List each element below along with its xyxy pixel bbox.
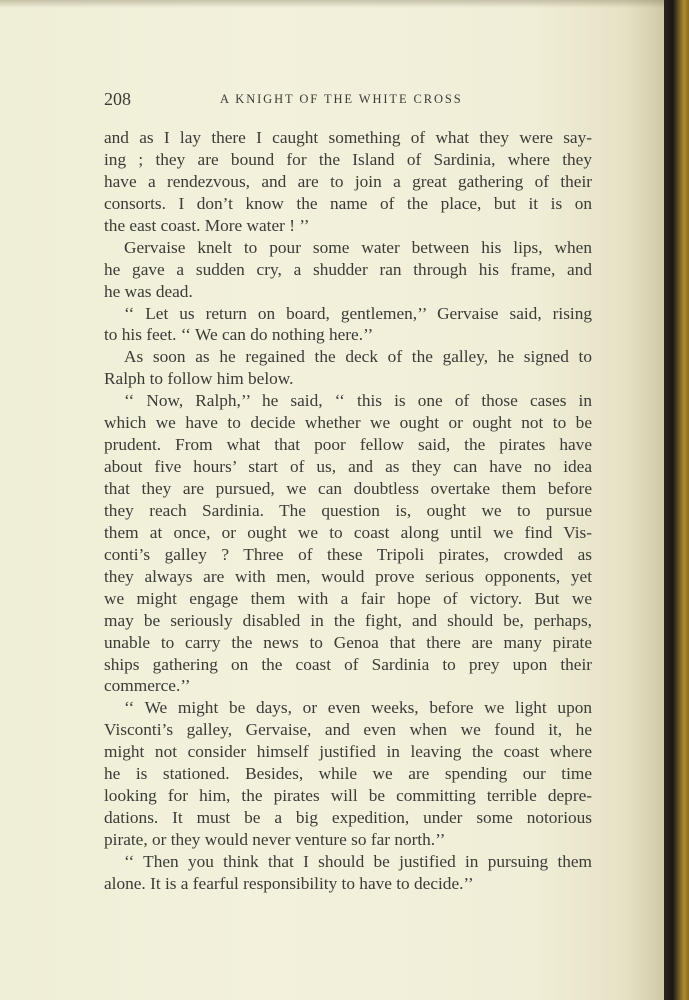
body-text [104,127,592,895]
text-line: might not consider himself justified in leaving the coast where [104,742,592,762]
page-top-shadow [0,0,664,8]
page-number: 208 [104,89,131,109]
text-line: Visconti’s galley, Gervaise, and even when we found it, he [104,720,592,740]
text-line: ‘‘ We might be days, or even weeks, before we light upon [124,698,592,718]
text-line: prudent. From what that poor fellow said, the pirates have [104,435,592,455]
text-line: to his feet. ‘‘ We can do nothing here.’’ [104,325,374,345]
text-line: Ralph to follow him below. [104,369,294,389]
text-line: they always are with men, would prove serious opponents, yet [104,566,592,586]
text-line: them at once, or ought we to coast along until we find Vis- [104,522,592,542]
text-line: unable to carry the news to Genoa that there are many pirate [104,632,592,652]
text-line: he gave a sudden cry, a shudder ran through his frame, and [104,259,592,279]
text-line: ‘‘ Then you think that I should be justified in pursuing them [124,851,592,871]
text-line: consorts. I don’t know the name of the place, but it is on [104,193,592,213]
text-line: have a rendezvous, and are to join a great gathering of their [104,171,592,191]
text-line: they reach Sardinia. The question is, ought we to pursue [104,500,592,520]
text-line: conti’s galley ? Three of these Tripoli pirates, crowded as [104,544,592,564]
running-title: A KNIGHT OF THE WHITE CROSS [220,92,463,106]
text-line: about five hours’ start of us, and as they can have no idea [104,457,592,477]
text-line: we might engage them with a fair hope of victory. But we [104,588,592,608]
text-line: ing ; they are bound for the Island of Sardinia, where they [104,149,592,169]
text-line: he was dead. [104,281,193,301]
text-line: looking for him, the pirates will be committing terrible depre- [104,786,592,806]
text-line: dations. It must be a big expedition, under some notorious [104,808,592,828]
text-line: the east coast. More water ! ’’ [104,215,310,235]
text-line: Gervaise knelt to pour some water between his lips, when [124,237,592,257]
text-line: pirate, or they would never venture so far north.’’ [104,830,446,849]
text-line: ships gathering on the coast of Sardinia to prey upon their [104,654,592,674]
text-line: ‘‘ Now, Ralph,’’ he said, ‘‘ this is one of those cases in [124,391,592,411]
text-line: he is stationed. Besides, while we are spending our time [104,764,592,784]
text-line: commerce.’’ [104,676,191,696]
text-line: that they are pursued, we can doubtless overtake them before [104,479,592,498]
text-line: As soon as he regained the deck of the galley, he signed to [124,347,592,367]
text-line: and as I lay there I caught something of what they were say- [104,128,592,147]
running-head [104,89,594,113]
text-line: ‘‘ Let us return on board, gentlemen,’’ Gervaise said, rising [124,303,592,323]
text-line: alone. It is a fearful responsibility to have to decide.’’ [104,873,474,893]
text-line: which we have to decide whether we ought or ought not to be [104,413,592,433]
text-line: may be seriously disabled in the fight, and should be, perhaps, [104,610,592,630]
book-spine-edge [664,0,689,1000]
